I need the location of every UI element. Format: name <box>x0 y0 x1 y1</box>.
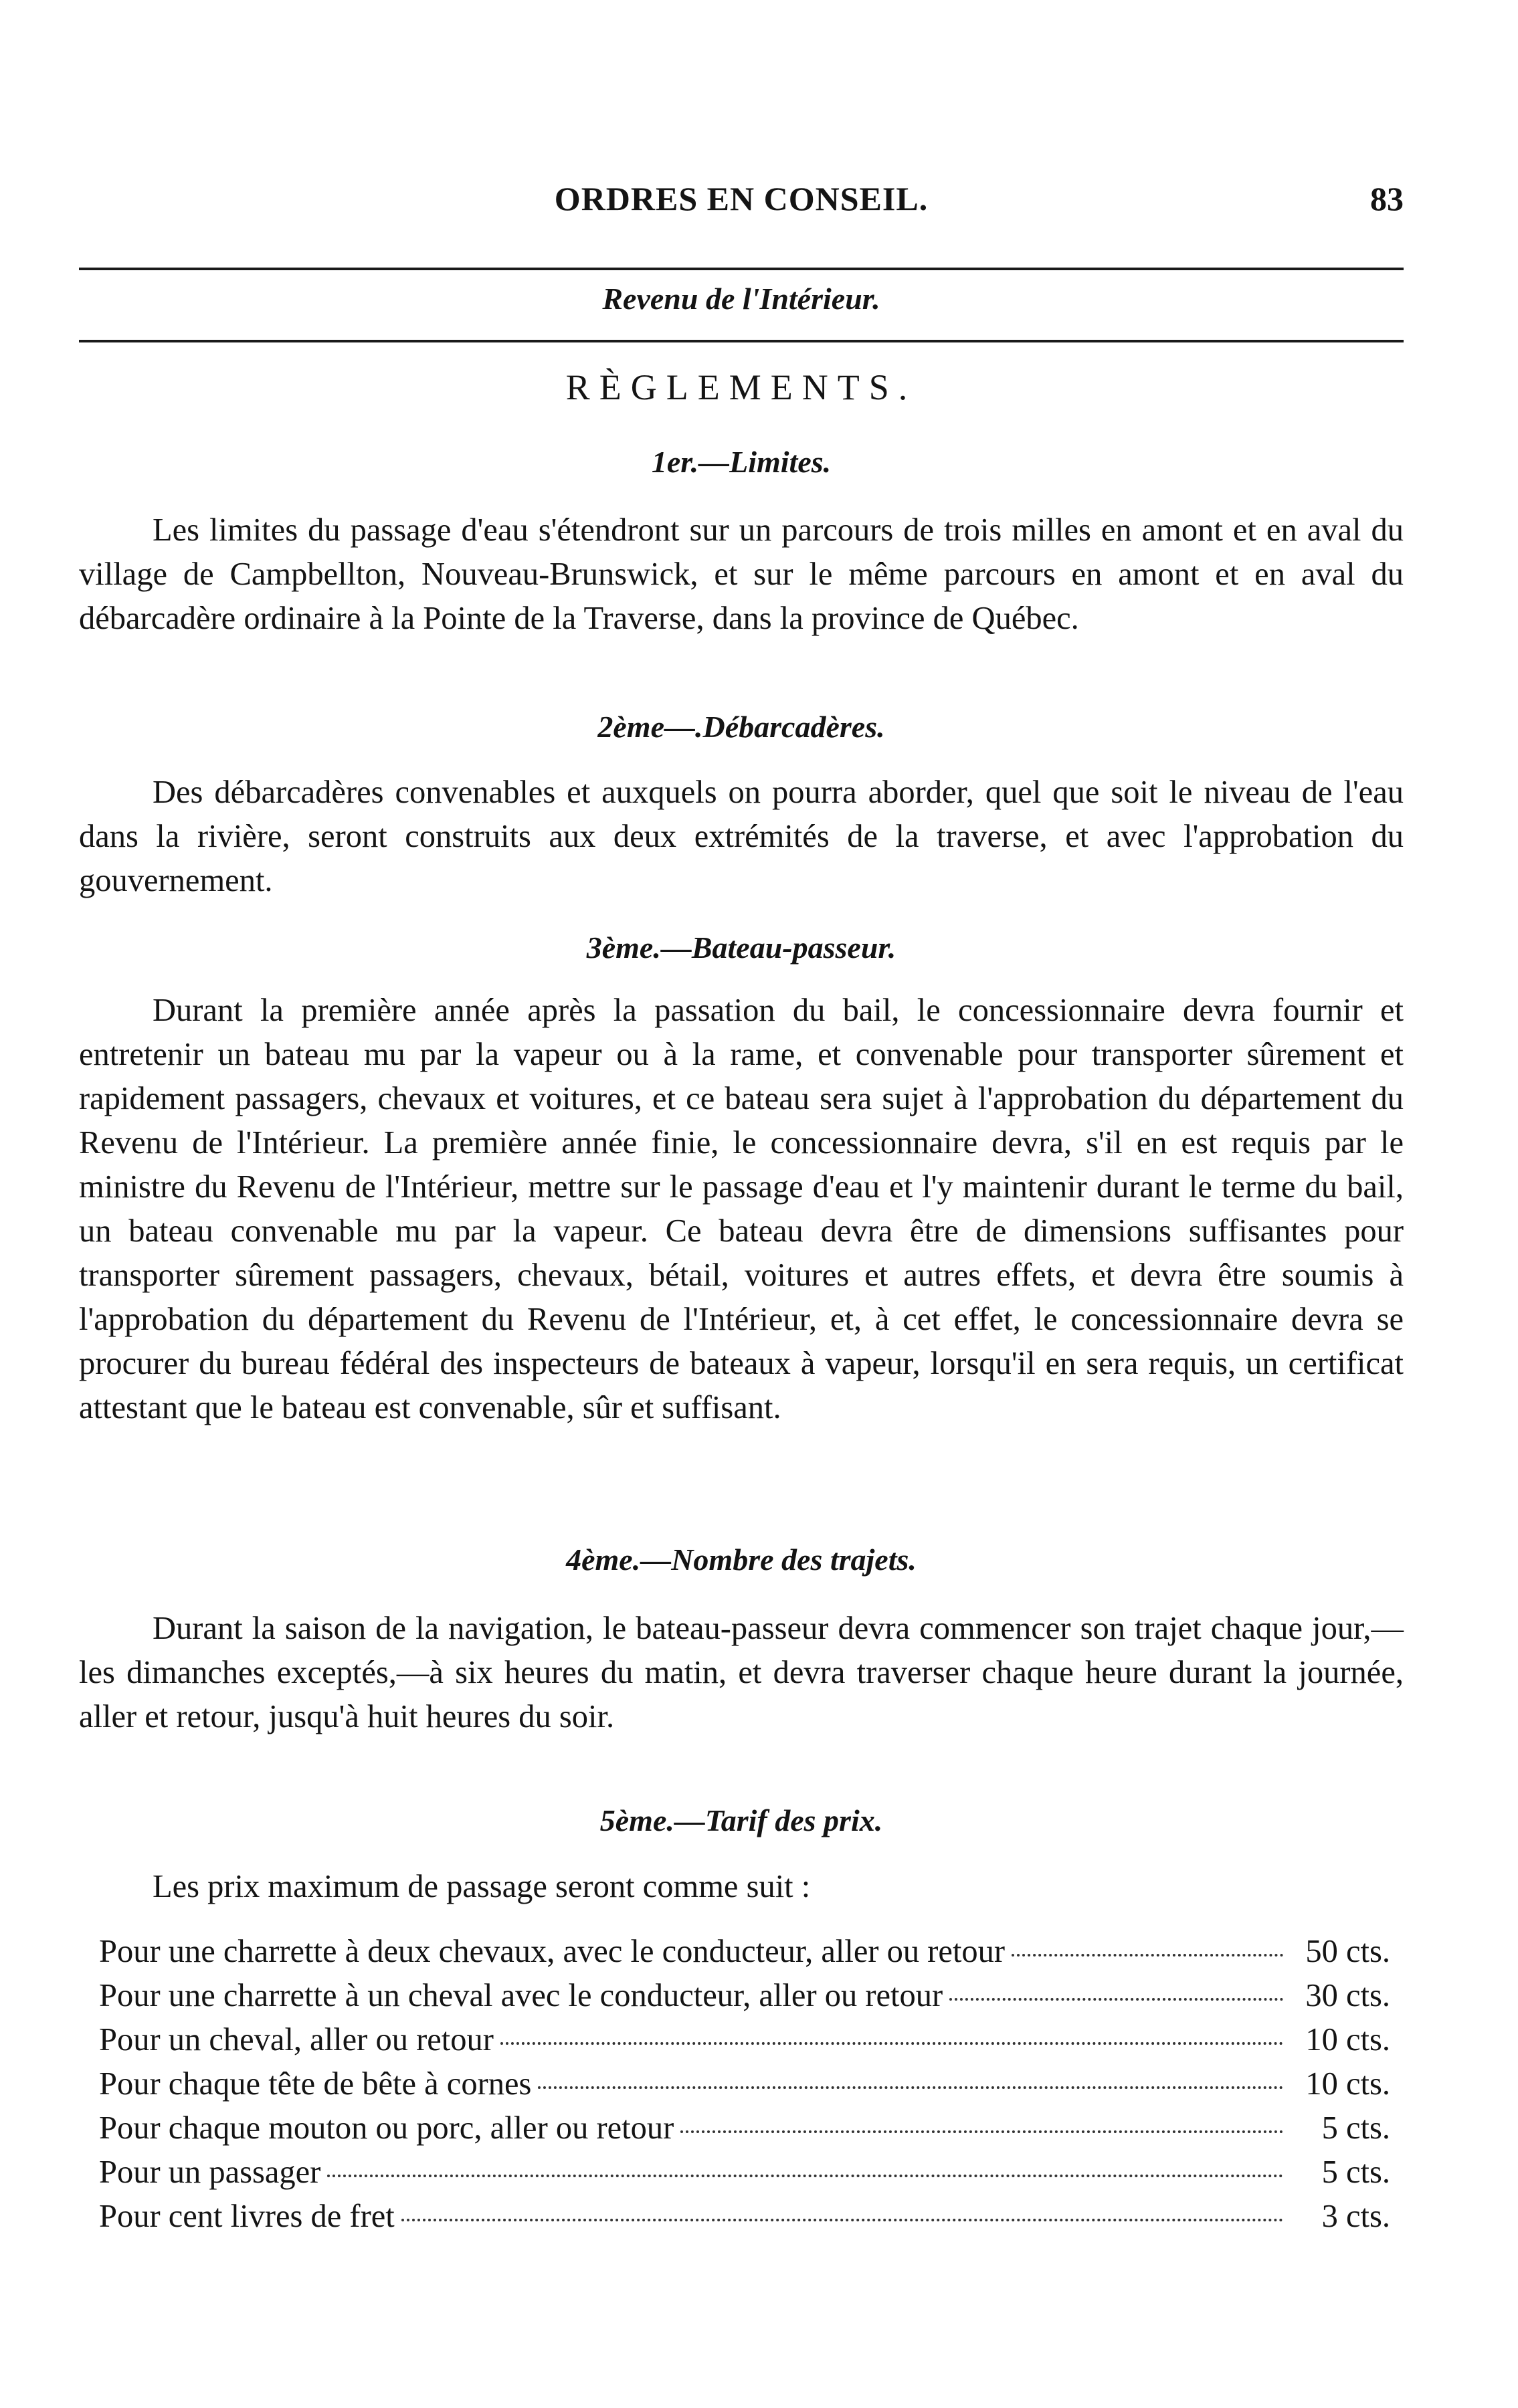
tariff-price: 5 cts. <box>1321 2110 1390 2146</box>
tariff-price: 3 cts. <box>1321 2199 1390 2234</box>
dot-leader <box>949 1998 1283 2001</box>
dot-leader <box>538 2086 1283 2089</box>
tariff-item: Pour une charrette à un cheval avec le conducteur, aller ou retour <box>99 1978 943 2013</box>
section-text-limits: Les limites du passage d'eau s'étendront sur un parcours de trois milles en amont et en aval du village de Campbellton, Nouveau-Brunswick, et sur le même parcours en amont et en aval du débarcadère ordinaire à la Pointe de la Traverse, dans la province de Québec. <box>79 512 1404 636</box>
tariff-item: Pour une charrette à deux chevaux, avec le conducteur, aller ou retour <box>99 1934 1006 1969</box>
department-subtitle: Revenu de l'Intérieur. <box>602 282 880 316</box>
dot-leader <box>1012 1954 1283 1956</box>
tariff-list <box>99 1933 1390 2242</box>
section-heading-landings: 2ème—.Débarcadères. <box>597 710 885 744</box>
dot-leader <box>500 2042 1283 2045</box>
top-rule <box>79 268 1404 270</box>
tariff-price: 30 cts. <box>1305 1978 1390 2013</box>
section-heading-tariff: 5ème.—Tarif des prix. <box>599 1803 883 1837</box>
tariff-row <box>99 2110 1390 2154</box>
tariff-price: 10 cts. <box>1305 2022 1390 2058</box>
dot-leader <box>680 2130 1283 2133</box>
tariff-row <box>99 2154 1390 2198</box>
tariff-row <box>99 2021 1390 2066</box>
section-text-tariff: Les prix maximum de passage seront comme suit : <box>153 1869 811 1904</box>
document-page <box>79 0 1404 2408</box>
tariff-price: 10 cts. <box>1305 2066 1390 2102</box>
second-rule <box>79 340 1404 342</box>
tariff-item: Pour un passager <box>99 2154 321 2190</box>
regulations-title: RÈGLEMENTS. <box>565 367 917 407</box>
section-heading-limits: 1er.—Limites. <box>651 445 832 479</box>
tariff-row <box>99 1933 1390 1977</box>
section-text-ferry-boat: Durant la première année après la passation du bail, le concessionnaire devra fournir et entretenir un bateau mu par la vapeur ou à la rame, et convenable pour transporter sûrement et rapidement passagers, chevaux et voitures, et ce bateau sera sujet à l'approbation du département du Revenu de l'Intérieur. La première année finie, le concessionnaire devra, s'il en est requis par le ministre du Revenu de l'Intérieur, mettre sur le passage d'eau et l'y maintenir durant le terme du bail, un bateau convenable mu par la vapeur. Ce bateau devra être de dimensions suffisantes pour transporter sûrement passagers, chevaux, bétail, voitures et autres effets, et devra être soumis à l'approbation du département du Revenu de l'Intérieur, et, à cet effet, le concessionnaire devra se procurer du bureau fédéral des inspecteurs de bateaux à vapeur, lorsqu'il en sera requis, un certificat attestant que le bateau est convenable, sûr et suffisant. <box>79 993 1404 1425</box>
tariff-row <box>99 2198 1390 2242</box>
section-heading-ferry-boat: 3ème.—Bateau-passeur. <box>586 930 896 965</box>
tariff-item: Pour chaque mouton ou porc, aller ou retour <box>99 2110 674 2146</box>
tariff-row <box>99 2066 1390 2110</box>
dot-leader <box>327 2175 1283 2177</box>
section-text-landings: Des débarcadères convenables et auxquels on pourra aborder, quel que soit le niveau de l'eau dans la rivière, seront construits aux deux extrémités de la traverse, et avec l'approbation du gouvernement. <box>79 775 1404 898</box>
tariff-price: 50 cts. <box>1305 1934 1390 1969</box>
section-heading-trips: 4ème.—Nombre des trajets. <box>566 1542 917 1577</box>
tariff-item: Pour un cheval, aller ou retour <box>99 2022 494 2058</box>
section-text-trips: Durant la saison de la navigation, le bateau-passeur devra commencer son trajet chaque jour,—les dimanches exceptés,—à six heures du matin, et devra traverser chaque heure durant la journée, aller et retour, jusqu'à huit heures du soir. <box>79 1611 1404 1734</box>
running-title: ORDRES EN CONSEIL. <box>554 180 929 217</box>
tariff-row <box>99 1977 1390 2021</box>
running-head <box>79 179 1404 226</box>
dot-leader <box>401 2219 1283 2221</box>
tariff-price: 5 cts. <box>1321 2154 1390 2190</box>
tariff-item: Pour cent livres de fret <box>99 2199 395 2234</box>
page-number: 83 <box>1370 180 1404 217</box>
tariff-item: Pour chaque tête de bête à cornes <box>99 2066 532 2102</box>
